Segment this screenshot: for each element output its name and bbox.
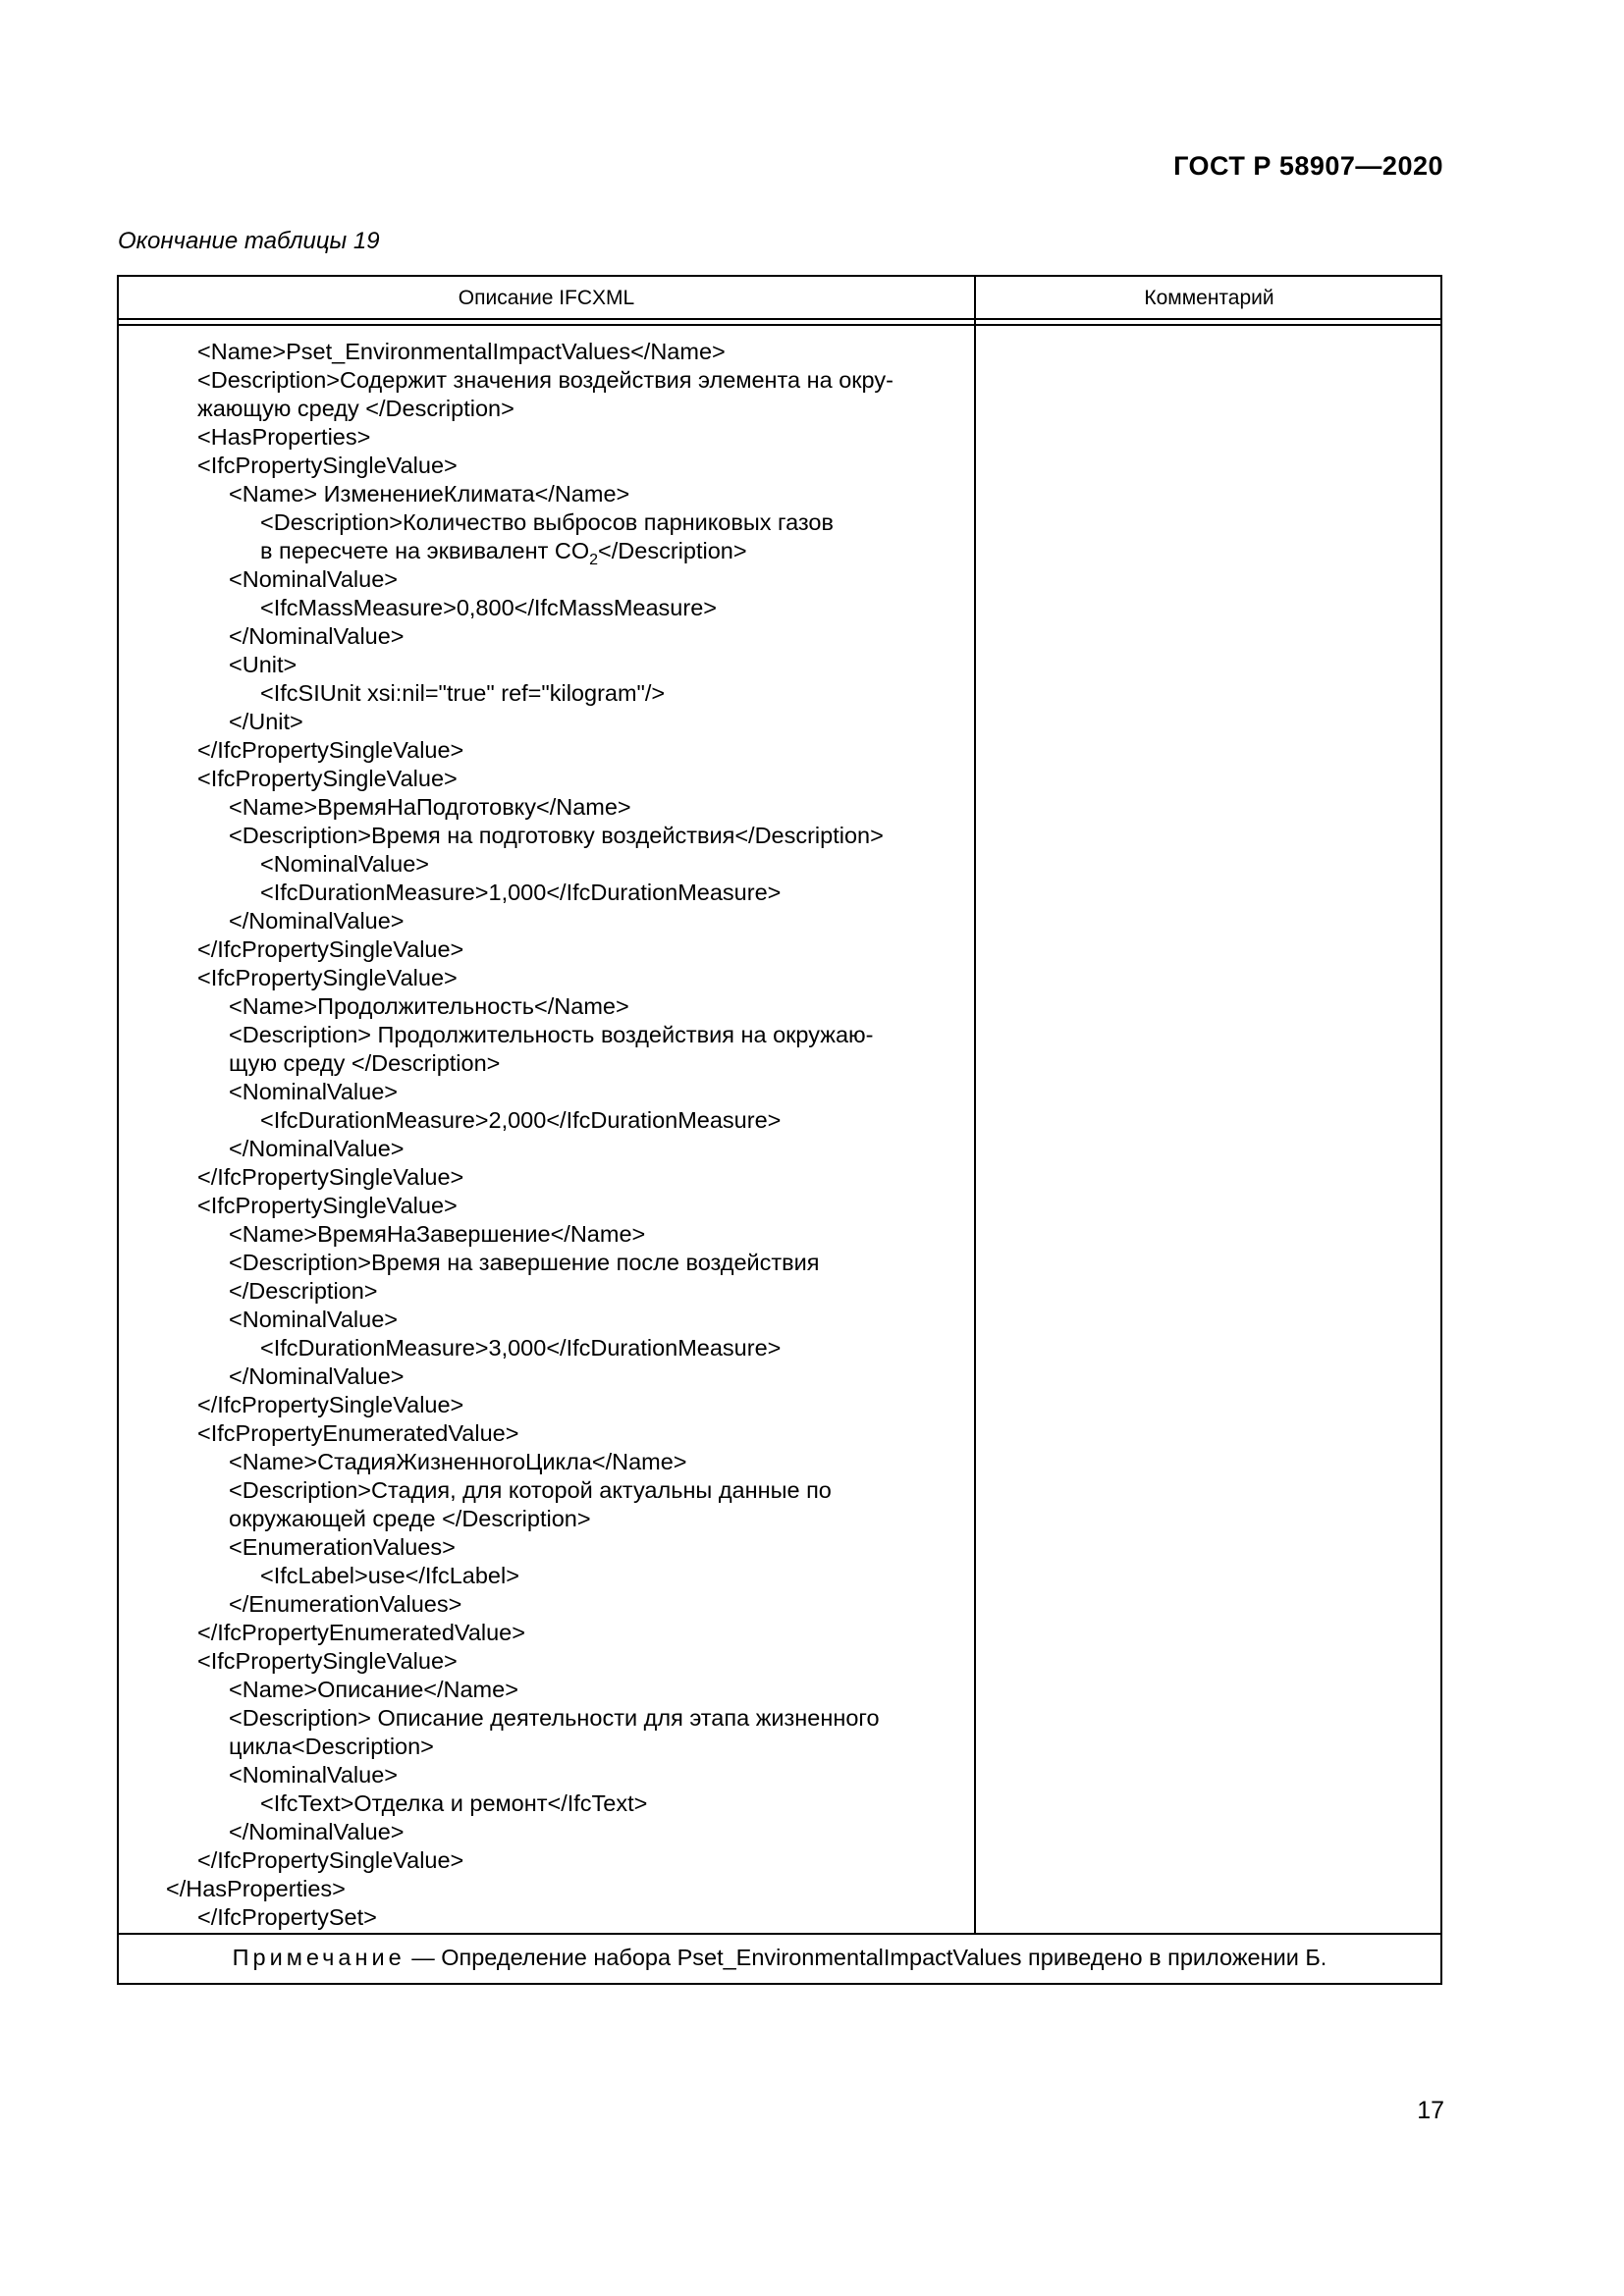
xml-code-line: <Unit>	[229, 652, 298, 677]
xml-code-line: </IfcPropertySingleValue>	[197, 1164, 464, 1190]
xml-code-line: <Description>Стадия, для которой актуальны данные по	[229, 1477, 832, 1503]
xml-code-line: </IfcPropertySingleValue>	[197, 737, 464, 763]
table-note-row	[119, 1933, 1440, 1985]
xml-code-line: <IfcDurationMeasure>2,000</IfcDurationMeasure>	[260, 1107, 782, 1133]
xml-code-line: щую среду </Description>	[229, 1050, 501, 1076]
xml-code-line: <IfcPropertySingleValue>	[197, 965, 458, 990]
xml-code-line: <Description> Описание деятельности для этапа жизненного	[229, 1705, 880, 1731]
xml-code-line: жающую среду </Description>	[197, 396, 514, 421]
xml-code-line: <Description>Содержит значения воздействия элемента на окру-	[197, 367, 893, 393]
xml-code-line: <NominalValue>	[229, 1762, 399, 1788]
xml-code-line: </NominalValue>	[229, 1136, 405, 1161]
xml-code-line: </IfcPropertyEnumeratedValue>	[197, 1620, 525, 1645]
column-header-description: Описание IFCXML	[458, 287, 635, 309]
xml-code-line: <IfcText>Отделка и ремонт</IfcText>	[260, 1790, 648, 1816]
table-header-row	[119, 277, 1440, 320]
xml-table	[117, 275, 1442, 1985]
xml-code-line: цикла<Description>	[229, 1734, 434, 1759]
xml-code-line: окружающей среде </Description>	[229, 1506, 591, 1531]
xml-code-line: <IfcPropertySingleValue>	[197, 1193, 458, 1218]
xml-code-line: <IfcPropertySingleValue>	[197, 1648, 458, 1674]
xml-code-line: <Description>Время на подготовку воздействия</Description>	[229, 823, 884, 848]
table-note	[119, 1945, 1440, 1971]
xml-code-line: <IfcDurationMeasure>1,000</IfcDurationMeasure>	[260, 880, 782, 905]
xml-code-line: </NominalValue>	[229, 908, 405, 934]
xml-code-line: <Description> Продолжительность воздействия на окружаю-	[229, 1022, 874, 1047]
xml-code-line: </NominalValue>	[229, 1819, 405, 1844]
xml-code-line: <IfcPropertyEnumeratedValue>	[197, 1420, 519, 1446]
xml-code-line: <Name>Pset_EnvironmentalImpactValues</Name>	[197, 339, 726, 364]
xml-code-line: <IfcLabel>use</IfcLabel>	[260, 1563, 519, 1588]
xml-code-line: <NominalValue>	[229, 1307, 399, 1332]
xml-code-line: </IfcPropertySingleValue>	[197, 1847, 464, 1873]
header-double-rule	[119, 324, 1440, 326]
xml-code-line: <Name>СтадияЖизненногоЦикла</Name>	[229, 1449, 687, 1474]
xml-code-line: <IfcSIUnit xsi:nil="true" ref="kilogram"/>	[260, 680, 666, 706]
co2-subscript: 2	[589, 552, 599, 568]
page-number: 17	[1417, 2097, 1444, 2124]
xml-code-line: </HasProperties>	[166, 1876, 346, 1901]
xml-code-line: <NominalValue>	[260, 851, 430, 877]
xml-code-line: </NominalValue>	[229, 623, 405, 649]
note-label: Примечание	[232, 1945, 406, 1970]
document-code: ГОСТ Р 58907—2020	[1173, 151, 1443, 181]
xml-code-line: <Description>Количество выбросов парниковых газов	[260, 509, 834, 535]
xml-code-line: </IfcPropertySet>	[197, 1904, 377, 1930]
xml-code-line: <Name>Продолжительность</Name>	[229, 993, 629, 1019]
column-divider	[974, 277, 976, 1933]
xml-code-line: </Unit>	[229, 709, 303, 734]
column-header-comment: Комментарий	[1144, 287, 1274, 309]
xml-code-line: <NominalValue>	[229, 566, 399, 592]
xml-code-line: <Description>Время на завершение после воздействия	[229, 1250, 820, 1275]
xml-code-line: <IfcDurationMeasure>3,000</IfcDurationMeasure>	[260, 1335, 782, 1361]
xml-code-line: <Name>ВремяНаПодготовку</Name>	[229, 794, 631, 820]
xml-code-line: <EnumerationValues>	[229, 1534, 456, 1560]
xml-code-line: <Name> ИзменениеКлимата</Name>	[229, 481, 630, 507]
xml-code-line: </Description>	[229, 1278, 378, 1304]
xml-code-line: <IfcPropertySingleValue>	[197, 766, 458, 791]
xml-code-line: <NominalValue>	[229, 1079, 399, 1104]
xml-code-line: <IfcMassMeasure>0,800</IfcMassMeasure>	[260, 595, 717, 620]
note-text: — Определение набора Pset_EnvironmentalImpactValues приведено в приложении Б.	[405, 1945, 1327, 1970]
xml-code-line: </IfcPropertySingleValue>	[197, 936, 464, 962]
xml-code-line: </EnumerationValues>	[229, 1591, 462, 1617]
table-caption: Окончание таблицы 19	[118, 228, 380, 254]
xml-code-line: </IfcPropertySingleValue>	[197, 1392, 464, 1417]
xml-code-line: </NominalValue>	[229, 1363, 405, 1389]
xml-code-line: <HasProperties>	[197, 424, 371, 450]
xml-code-line: <Name>Описание</Name>	[229, 1677, 518, 1702]
xml-code-line: в пересчете на эквивалент $CO_2</Description>$	[260, 538, 747, 568]
xml-code-block	[119, 338, 974, 1932]
xml-code-line: <IfcPropertySingleValue>	[197, 453, 458, 478]
xml-code-line: <Name>ВремяНаЗавершение</Name>	[229, 1221, 646, 1247]
